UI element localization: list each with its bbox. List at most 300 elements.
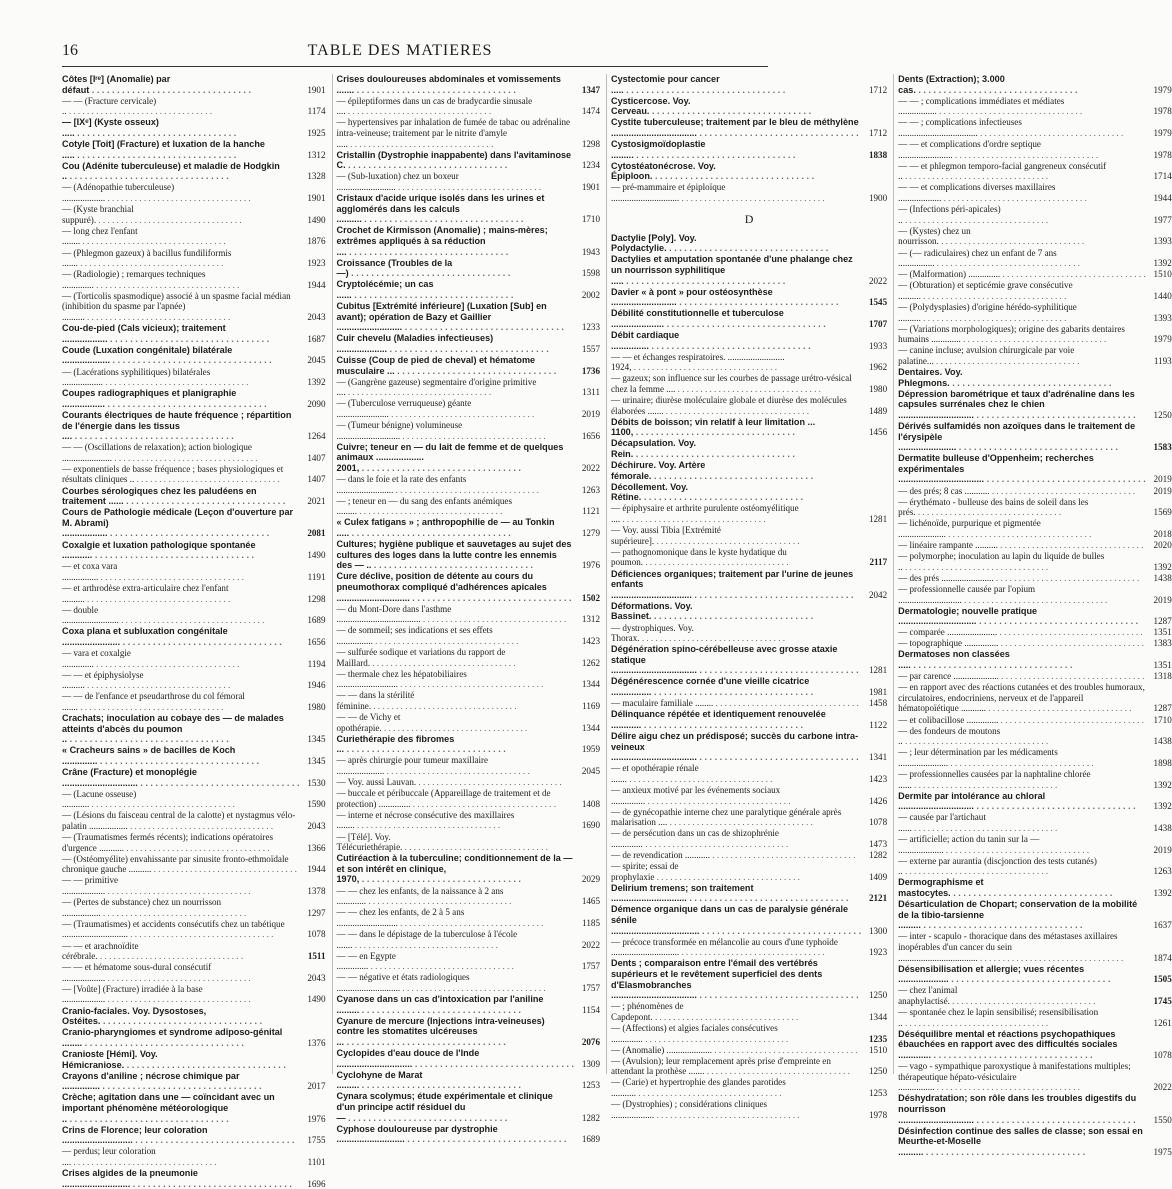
- index-entry: [611, 850, 887, 861]
- index-entry: [611, 330, 887, 351]
- index-entry: [62, 1006, 326, 1027]
- index-entry: [611, 623, 887, 644]
- entry-page-number: 2019: [1153, 474, 1172, 485]
- entry-page-number: 2081: [307, 528, 326, 539]
- index-column-1: [62, 74, 326, 1189]
- entry-page-number: 1282: [581, 1112, 600, 1123]
- index-entry: [62, 323, 326, 344]
- entry-page-number: 1490: [307, 214, 326, 225]
- entry-text: — comparée ...................... . . .: [898, 627, 1146, 638]
- index-entry: [337, 474, 601, 495]
- entry-page-number: 1185: [582, 917, 600, 928]
- index-entry: [611, 1001, 887, 1022]
- entry-page-number: 1351: [1153, 627, 1172, 638]
- entry-text: Cutiréaction à la tuberculine; conditionnement de la — et son intérêt en clinique, 1970, . . .: [337, 853, 575, 885]
- index-column-2: [332, 74, 601, 1145]
- entry-text: Coxa plana et subluxation congénitale ....................... . . .: [62, 626, 300, 647]
- entry-page-number: 2022: [1153, 1082, 1172, 1093]
- entry-page-number: 1191: [307, 571, 326, 582]
- entry-text: Côtes [Iʳᵉ] (Anomalie) par défaut . . .: [62, 74, 300, 95]
- entry-text: « Culex fatigans » ; anthropophilie de — au Tonkin ..... . . .: [337, 517, 575, 538]
- entry-page-number: 1689: [307, 615, 326, 626]
- entry-text: — — et hématome sous-dural consécutif ................... . . .: [62, 962, 300, 983]
- index-entry: [611, 958, 887, 1000]
- entry-text: — — et épiphysiolyse .......... . . .: [62, 670, 300, 691]
- entry-text: Davier « à pont » pour ostéosynthèse .......................... . . .: [611, 287, 861, 308]
- index-entry: [611, 601, 887, 622]
- entry-page-number: 1710: [581, 214, 600, 225]
- entry-page-number: 1598: [581, 268, 600, 279]
- entry-text: — des prés ....................... . . .: [898, 573, 1146, 584]
- index-entry: [898, 791, 1172, 812]
- entry-page-number: 1569: [1153, 507, 1172, 518]
- index-entry: [898, 573, 1172, 584]
- entry-page-number: 1557: [581, 343, 600, 354]
- index-column-4: [893, 74, 1172, 1157]
- section-letter: D: [744, 211, 754, 226]
- entry-text: Cryptolécémie; un cas ...... . . .: [337, 279, 575, 300]
- entry-page-number: 1901: [307, 84, 326, 95]
- entry-text: Déformations. Voy. Bassinet. . . .: [611, 601, 861, 622]
- index-entry: [337, 539, 601, 571]
- entry-text: — — et arachnoïdite cérébrale. . . .: [62, 941, 300, 962]
- index-entry: [337, 442, 601, 474]
- index-entry: [611, 287, 887, 308]
- entry-page-number: 1583: [1153, 442, 1172, 453]
- index-entry: [898, 584, 1172, 605]
- entry-page-number: 1465: [581, 896, 600, 907]
- index-entry: [62, 139, 326, 160]
- entry-page-number: 2117: [869, 557, 888, 568]
- entry-text: — inter - scapulo - thoracique dans des métastases axillaires inopérables d'un cancer du sein ................................... . . .: [898, 931, 1146, 963]
- entry-text: — anxieux motivé par les événements sociaux ............... . . .: [611, 785, 861, 806]
- entry-page-number: 1423: [868, 773, 888, 784]
- entry-text: Cubitus [Extrémité inférieure] (Luxation [Sub] en avant); opération de Bazy et Gaillier .......................... . . .: [337, 301, 575, 333]
- entry-page-number: 1545: [868, 297, 888, 308]
- entry-text: Déchirure. Voy. Artère fémorale. . . .: [611, 460, 861, 481]
- page-title: TABLE DES MATIERES: [307, 42, 493, 59]
- entry-page-number: 1366: [307, 842, 326, 853]
- entry-page-number: 1309: [581, 1058, 600, 1069]
- entry-text: — ; teneur en — du sang des enfants anémiques ......... . . .: [337, 496, 575, 517]
- index-entry: [898, 324, 1172, 345]
- entry-text: — (Sub-luxation) chez un boxeur .......................... . . .: [337, 171, 575, 192]
- entry-text: Crayons d'aniline ; nécrose chimique par ............... . . .: [62, 1071, 300, 1092]
- entry-text: Débilité constitutionnelle et tuberculose ..................... . . .: [611, 308, 861, 329]
- entry-page-number: 1392: [307, 377, 326, 388]
- index-entry: [898, 269, 1172, 280]
- entry-page-number: 1656: [581, 430, 600, 441]
- entry-text: — — dans la stérilité féminine. . . .: [337, 690, 575, 711]
- entry-page-number: 1978: [1153, 149, 1172, 160]
- index-entry: [62, 388, 326, 409]
- entry-page-number: 1874: [1153, 952, 1172, 963]
- entry-page-number: 1944: [307, 864, 326, 875]
- entry-text: Cristaux d'acide urique isolés dans les urines et agglomérés dans les calculs .......... . . .: [337, 193, 575, 225]
- entry-text: Déficiences organiques; traitement par l'urine de jeunes enfants ................................ . . .: [611, 569, 861, 601]
- index-entry: [898, 1093, 1172, 1125]
- index-entry: [898, 1029, 1172, 1061]
- index-entry: [62, 442, 326, 463]
- index-entry: [611, 1099, 887, 1120]
- entry-page-number: 1262: [581, 657, 600, 668]
- index-entry: [337, 994, 601, 1015]
- entry-page-number: 1409: [868, 871, 888, 882]
- entry-text: Cultures; hygiène publique et sauvetages au sujet des cultures des loges dans la lutte contre les ennemis des — .. . . .: [337, 539, 575, 571]
- index-entry: [62, 626, 326, 647]
- entry-page-number: 1263: [581, 484, 600, 495]
- entry-text: Dermite par intolérance au chloral .............................. . . .: [898, 791, 1146, 812]
- entry-text: Coude (Luxation congénitale) bilatérale ................... . . .: [62, 345, 300, 366]
- entry-text: — — chez les enfants, de 2 à 5 ans ........................... . . .: [337, 907, 575, 928]
- entry-text: — hypertensives par inhalation de fumée de tabac ou adrénaline intra-veineuse; traitement par le nitrite d'amyle ..... . . .: [337, 117, 575, 149]
- index-entry: [337, 690, 601, 711]
- entry-text: Désensibilisation et allergie; vues récentes .................... . . .: [898, 964, 1146, 985]
- entry-page-number: 2019: [1153, 844, 1172, 855]
- entry-text: — — de Vichy et opothérapie. . . .: [337, 712, 575, 733]
- entry-page-number: 2045: [581, 766, 600, 776]
- entry-text: — perdus; leur coloration .... . . .: [62, 1146, 300, 1167]
- entry-page-number: 2022: [581, 939, 600, 950]
- index-entry: [611, 861, 887, 882]
- entry-page-number: 1408: [581, 798, 600, 809]
- entry-page-number: 1838: [868, 149, 888, 160]
- entry-page-number: 1975: [1153, 1146, 1172, 1157]
- entry-text: Cytostéatonécrose. Voy. Épiploon. . . .: [611, 161, 861, 182]
- entry-text: — (Lacérations syphilitiques) bilatérales .................. . . .: [62, 367, 300, 388]
- index-entry: [898, 518, 1172, 539]
- entry-page-number: 1193: [1153, 355, 1172, 366]
- entry-text: — après chirurgie pour tumeur maxillaire ..................... . . .: [337, 755, 575, 776]
- entry-page-number: 1261: [1153, 1017, 1172, 1028]
- entry-text: Cristallin (Dystrophie inappabente) dans l'avitaminose C. . . .: [337, 150, 575, 171]
- index-entry: [898, 726, 1172, 747]
- entry-page-number: 1234: [581, 160, 600, 171]
- entry-page-number: 1656: [307, 636, 326, 647]
- entry-text: Dactylies et amputation spontanée d'une phalange chez un nourrisson syphilitique ..... . . .: [611, 254, 861, 286]
- entry-text: — [Télé]. Voy. Télécuriethérapie. . . .: [337, 832, 575, 853]
- entry-text: Dermographisme et mastocytes. . . .: [898, 877, 1146, 898]
- entry-text: Cours de Pathologie médicale (Leçon d'ouverture par M. Abrami) .................. . . .: [62, 507, 300, 539]
- entry-text: Cranioste [Hémi]. Voy. Hémicraniose. . . .: [62, 1049, 300, 1070]
- entry-text: — — ; complications infectieuses ................................... . . .: [898, 117, 1146, 138]
- index-entry: [898, 1126, 1172, 1158]
- entry-page-number: 1978: [868, 1109, 888, 1120]
- index-entry: [62, 204, 326, 225]
- index-entry: [611, 828, 887, 849]
- index-entry: [898, 682, 1172, 714]
- index-entry: [62, 486, 326, 507]
- entry-page-number: 1898: [1153, 757, 1172, 768]
- index-entry: [337, 571, 601, 603]
- entry-page-number: 1345: [307, 755, 326, 766]
- index-entry: [62, 182, 326, 203]
- entry-page-number: 2121: [868, 893, 888, 904]
- index-entry: [62, 74, 326, 95]
- entry-text: — interne et nécrose consécutive des maxillaires ........ . . .: [337, 810, 575, 831]
- entry-page-number: 1901: [581, 181, 600, 192]
- entry-text: Dermatoses non classées ..... . . .: [898, 649, 1146, 670]
- entry-text: Dermatologie; nouvelle pratique ............................... . . .: [898, 606, 1146, 627]
- entry-page-number: 1078: [307, 929, 326, 940]
- entry-text: — — dans le dépistage de la tuberculose à l'école ....... . . .: [337, 929, 575, 950]
- index-entry: [62, 561, 326, 582]
- entry-text: Crises douloureuses abdominales et vomissements ....... . . .: [337, 74, 575, 95]
- entry-text: — Voy. aussi Lauvan. . . .: [337, 777, 575, 788]
- index-entry: [898, 899, 1172, 931]
- entry-page-number: 1344: [581, 679, 600, 690]
- page-number: 16: [62, 42, 78, 59]
- index-entry: [611, 117, 887, 138]
- entry-text: — — de l'enfance et pseudarthrose du col fémoral ....... . . .: [62, 691, 300, 712]
- index-entry: [62, 984, 326, 1005]
- entry-page-number: 2022: [868, 275, 888, 286]
- entry-text: — double ......................... . . .: [62, 605, 300, 626]
- entry-page-number: 1392: [1153, 258, 1172, 269]
- entry-page-number: 1318: [1153, 671, 1172, 682]
- entry-page-number: 1297: [307, 907, 326, 918]
- entry-page-number: 1757: [581, 982, 600, 993]
- index-entry: [62, 941, 326, 962]
- index-entry: [62, 583, 326, 604]
- entry-text: — en rapport avec des réactions cutanées et des troubles humoraux, circulatoires, endocriniens, nerveux et de l'appareil hématopoïétique ........... . . .: [898, 682, 1146, 714]
- entry-text: — (Avulsion); leur remplacement après prise d'empreinte en attendant la prothèse ....... . . .: [611, 1056, 861, 1077]
- entry-text: — long chez l'enfant ........ . . .: [62, 226, 300, 247]
- entry-page-number: 1714: [1153, 171, 1172, 182]
- entry-page-number: 1169: [582, 700, 600, 711]
- entry-text: Délinquance répétée et identiquement renouvelée ............ . . .: [611, 709, 861, 730]
- index-entry: [611, 438, 887, 459]
- index-entry: [62, 345, 326, 366]
- entry-page-number: 1393: [1153, 236, 1172, 247]
- entry-text: — Voy. aussi Tibia [Extrémité supérieure]. . . .: [611, 525, 861, 546]
- entry-page-number: 1550: [1153, 1114, 1172, 1125]
- entry-page-number: 1438: [1153, 572, 1172, 583]
- entry-text: — pré-mammaire et épiploïque .............................. . . .: [611, 182, 861, 203]
- entry-page-number: 1490: [307, 994, 326, 1005]
- index-entry: [62, 161, 326, 182]
- entry-text: Cranio-pharyngiomes et syndrome adiposo-génital ........ . . .: [62, 1027, 300, 1048]
- entry-page-number: 1383: [1153, 638, 1172, 649]
- entry-text: Crâne (Fracture) et monoplégie .............................. . . .: [62, 767, 300, 788]
- index-entry: [898, 931, 1172, 963]
- entry-page-number: 1341: [868, 752, 888, 763]
- entry-text: — épileptiformes dans un cas de bradycardie sinusale .... . . .: [337, 96, 575, 117]
- index-entry: [898, 540, 1172, 551]
- entry-text: — urinaire; diurèse moléculaire globale et diurèse des molécules élaborées ....... . . .: [611, 395, 861, 416]
- entry-page-number: 1312: [581, 614, 600, 625]
- index-entry: [611, 139, 887, 160]
- entry-page-number: 1979: [1153, 334, 1172, 345]
- index-entry: [898, 161, 1172, 182]
- entry-page-number: 1351: [1153, 660, 1172, 671]
- entry-text: Cotyle [Toit] (Fracture) et luxation de la hanche ..... . . .: [62, 139, 300, 160]
- entry-page-number: 1944: [307, 279, 326, 290]
- entry-page-number: 1687: [307, 333, 326, 344]
- entry-page-number: 1438: [1153, 736, 1172, 747]
- index-entry: [898, 671, 1172, 682]
- index-entry: [62, 507, 326, 539]
- index-entry: [62, 1168, 326, 1189]
- entry-page-number: 1298: [581, 138, 600, 149]
- index-entry: [337, 832, 601, 853]
- entry-text: Décapsulation. Voy. Rein. . . .: [611, 438, 861, 459]
- index-entry: [898, 453, 1172, 485]
- entry-text: — gazeux; son influence sur les courbes de passage urétro-vésical chez la femme .... . . .: [611, 373, 861, 394]
- entry-text: Dents ; comparaison entre l'émail des vertébrés supérieurs et le revêtement superficiel des dents d'Elasmobranches .................................. . . .: [611, 958, 861, 1000]
- entry-text: — professionnelle causée par l'opium ............................ . . .: [898, 584, 1146, 605]
- entry-text: — externe par aurantia (discjonction des tests cutanés) .. . . .: [898, 856, 1146, 877]
- index-entry: [898, 964, 1172, 985]
- index-entry: [611, 373, 887, 394]
- index-entry: [898, 877, 1172, 898]
- entry-page-number: 1900: [868, 193, 888, 204]
- entry-page-number: 1736: [581, 365, 600, 376]
- index-entry: [337, 96, 601, 117]
- entry-page-number: 1347: [581, 84, 600, 95]
- index-entry: [898, 649, 1172, 670]
- entry-text: — et colibacillose .............. . . .: [898, 715, 1146, 726]
- index-entry: [611, 254, 887, 286]
- entry-text: — spirite; essai de prophylaxie . . .: [611, 861, 861, 882]
- entry-page-number: 1977: [1153, 214, 1172, 225]
- entry-text: — — et échanges respiratoires. ......................... 1924, . . .: [611, 352, 861, 373]
- entry-text: — — en Egypte .............. . . .: [337, 951, 575, 972]
- index-entry: [898, 226, 1172, 247]
- index-entry: [898, 638, 1172, 649]
- index-entry: [611, 233, 887, 254]
- entry-page-number: 1456: [868, 427, 888, 438]
- entry-page-number: 1174: [307, 106, 326, 117]
- entry-page-number: 2076: [581, 1036, 600, 1047]
- entry-text: — ; leur détermination par les médicaments ...................... . . .: [898, 747, 1146, 768]
- index-entry: [337, 734, 601, 755]
- entry-text: — par carence .................... . . .: [898, 671, 1146, 682]
- entry-page-number: 2042: [868, 589, 888, 600]
- entry-text: — (Lacune osseuse) ............ . . .: [62, 789, 300, 810]
- entry-page-number: 1263: [1153, 866, 1172, 877]
- index-entry: [62, 767, 326, 788]
- entry-page-number: 1757: [581, 961, 600, 972]
- index-entry: [62, 875, 326, 896]
- index-entry: [62, 897, 326, 918]
- entry-page-number: 1407: [307, 474, 326, 485]
- entry-text: Curiethérapie des fibromes ... . . .: [337, 734, 575, 755]
- entry-text: Désinfection continue des salles de classe; son essai en Meurthe-et-Moselle .......... . . .: [898, 1126, 1146, 1158]
- entry-text: Cysticercose. Voy. Cerveau. . . .: [611, 96, 861, 117]
- entry-text: — [IXᵉ] (Kyste osseux) ..... . . .: [62, 117, 300, 138]
- entry-text: — (Ostéomyélite) envahissante par sinusite fronto-ethmoïdale chronique gauche .......... . . .: [62, 854, 300, 875]
- index-entry: [898, 280, 1172, 301]
- index-entry: [898, 248, 1172, 269]
- index-entry: [337, 1070, 601, 1091]
- entry-text: — causée par l'artichaut ...... . . .: [898, 812, 1146, 833]
- entry-text: — des fondeurs de moutons .. . . .: [898, 726, 1146, 747]
- index-entry: [611, 1045, 887, 1056]
- entry-text: Débit cardiaque ............... . . .: [611, 330, 861, 351]
- index-entry: [898, 486, 1172, 497]
- index-entry: [337, 810, 601, 831]
- entry-text: Dépression barométrique et taux d'adrénaline dans les capsules surrénales chez le chien .............................. . . .: [898, 389, 1146, 421]
- entry-page-number: 1378: [307, 886, 326, 897]
- entry-page-number: 1233: [581, 322, 600, 333]
- index-entry: [898, 74, 1172, 95]
- index-entry: [611, 731, 887, 763]
- entry-page-number: 1282: [868, 849, 888, 860]
- entry-page-number: 1154: [582, 1004, 600, 1015]
- index-entry: [611, 161, 887, 182]
- entry-page-number: 1946: [307, 680, 326, 691]
- index-entry: [62, 745, 326, 766]
- entry-page-number: 2019: [581, 408, 600, 419]
- index-entry: [611, 883, 887, 904]
- entry-text: — vago - sympathique paroxystique à manifestations multiples; thérapeutique hépato-vésiculaire ................ . . .: [898, 1061, 1146, 1093]
- index-entry: [611, 807, 887, 828]
- index-entry: [62, 248, 326, 269]
- entry-page-number: 1101: [307, 1156, 326, 1167]
- index-entry: [611, 698, 887, 709]
- entry-text: Crochet de Kirmisson (Anomalie) ; mains-mères; extrêmes appliqués à sa réduction .... . . .: [337, 225, 575, 257]
- entry-page-number: 1933: [868, 340, 888, 351]
- entry-text: — (Affections) et algies faciales consécutives .............. . . .: [611, 1023, 861, 1044]
- entry-text: Cuisse (Coup de pied de cheval) et hématome musculaire ... . . .: [337, 355, 575, 376]
- entry-page-number: 2002: [581, 289, 600, 300]
- entry-page-number: 1392: [1153, 888, 1172, 899]
- index-entry: [611, 482, 887, 503]
- index-entry: [337, 777, 601, 788]
- entry-text: — de sommeil; ses indications et ses effets ................ . . .: [337, 625, 575, 646]
- entry-text: Dégénération spino-cérébelleuse avec grosse ataxie statique .................................. . . .: [611, 644, 861, 676]
- entry-page-number: 1264: [307, 431, 326, 442]
- entry-page-number: 1979: [1153, 84, 1172, 95]
- entry-page-number: 1690: [581, 820, 600, 831]
- entry-page-number: 1407: [307, 452, 326, 463]
- index-entry: [611, 74, 887, 95]
- entry-page-number: 1458: [868, 698, 888, 709]
- entry-page-number: 2043: [307, 312, 326, 323]
- index-entry: [62, 691, 326, 712]
- index-entry: [62, 789, 326, 810]
- entry-page-number: 1959: [581, 744, 600, 755]
- entry-text: Cystectomie pour cancer ..... . . .: [611, 74, 861, 95]
- entry-page-number: 1440: [1153, 290, 1172, 301]
- index-entry: [337, 517, 601, 538]
- entry-page-number: 2019: [1153, 485, 1172, 496]
- index-entry: [611, 644, 887, 676]
- entry-text: Crachats; inoculation au cobaye des — de malades atteints d'abcès du poumon .. . . .: [62, 713, 300, 745]
- index-entry: [337, 853, 601, 885]
- index-entry: [898, 139, 1172, 160]
- entry-page-number: 1502: [581, 592, 600, 603]
- entry-text: Décollement. Voy. Rétine. . . .: [611, 482, 861, 503]
- entry-text: — — chez les enfants, de la naissance à 2 ans ............. . . .: [337, 886, 575, 907]
- index-entry: [337, 1016, 601, 1048]
- entry-text: — topographique ............... . . .: [898, 638, 1146, 649]
- entry-text: — [Voûte] (Fracture) irradiée à la base ................... . . .: [62, 984, 300, 1005]
- entry-text: — (Dystrophies) ; considérations cliniques ................... . . .: [611, 1099, 861, 1120]
- index-entry: [62, 1125, 326, 1146]
- index-entry: [337, 788, 601, 809]
- entry-text: — buccale et péribuccale (Appareillage de traitement et de protection) .............. . . .: [337, 788, 575, 809]
- entry-text: — lichénoïde, purpurique et pigmentée ..................... . . .: [898, 518, 1146, 539]
- entry-text: Dermatite bulleuse d'Oppenheim; recherches expérimentales .................................. . . .: [898, 453, 1146, 485]
- entry-page-number: 1300: [868, 925, 888, 936]
- index-entry: [62, 1092, 326, 1124]
- entry-text: Cynara scolymus; étude expérimentale et clinique d'un principe actif résiduel du — . . .: [337, 1091, 575, 1123]
- entry-page-number: 1689: [581, 1134, 600, 1145]
- index-entry: [611, 352, 887, 373]
- entry-page-number: 1287: [1153, 703, 1172, 714]
